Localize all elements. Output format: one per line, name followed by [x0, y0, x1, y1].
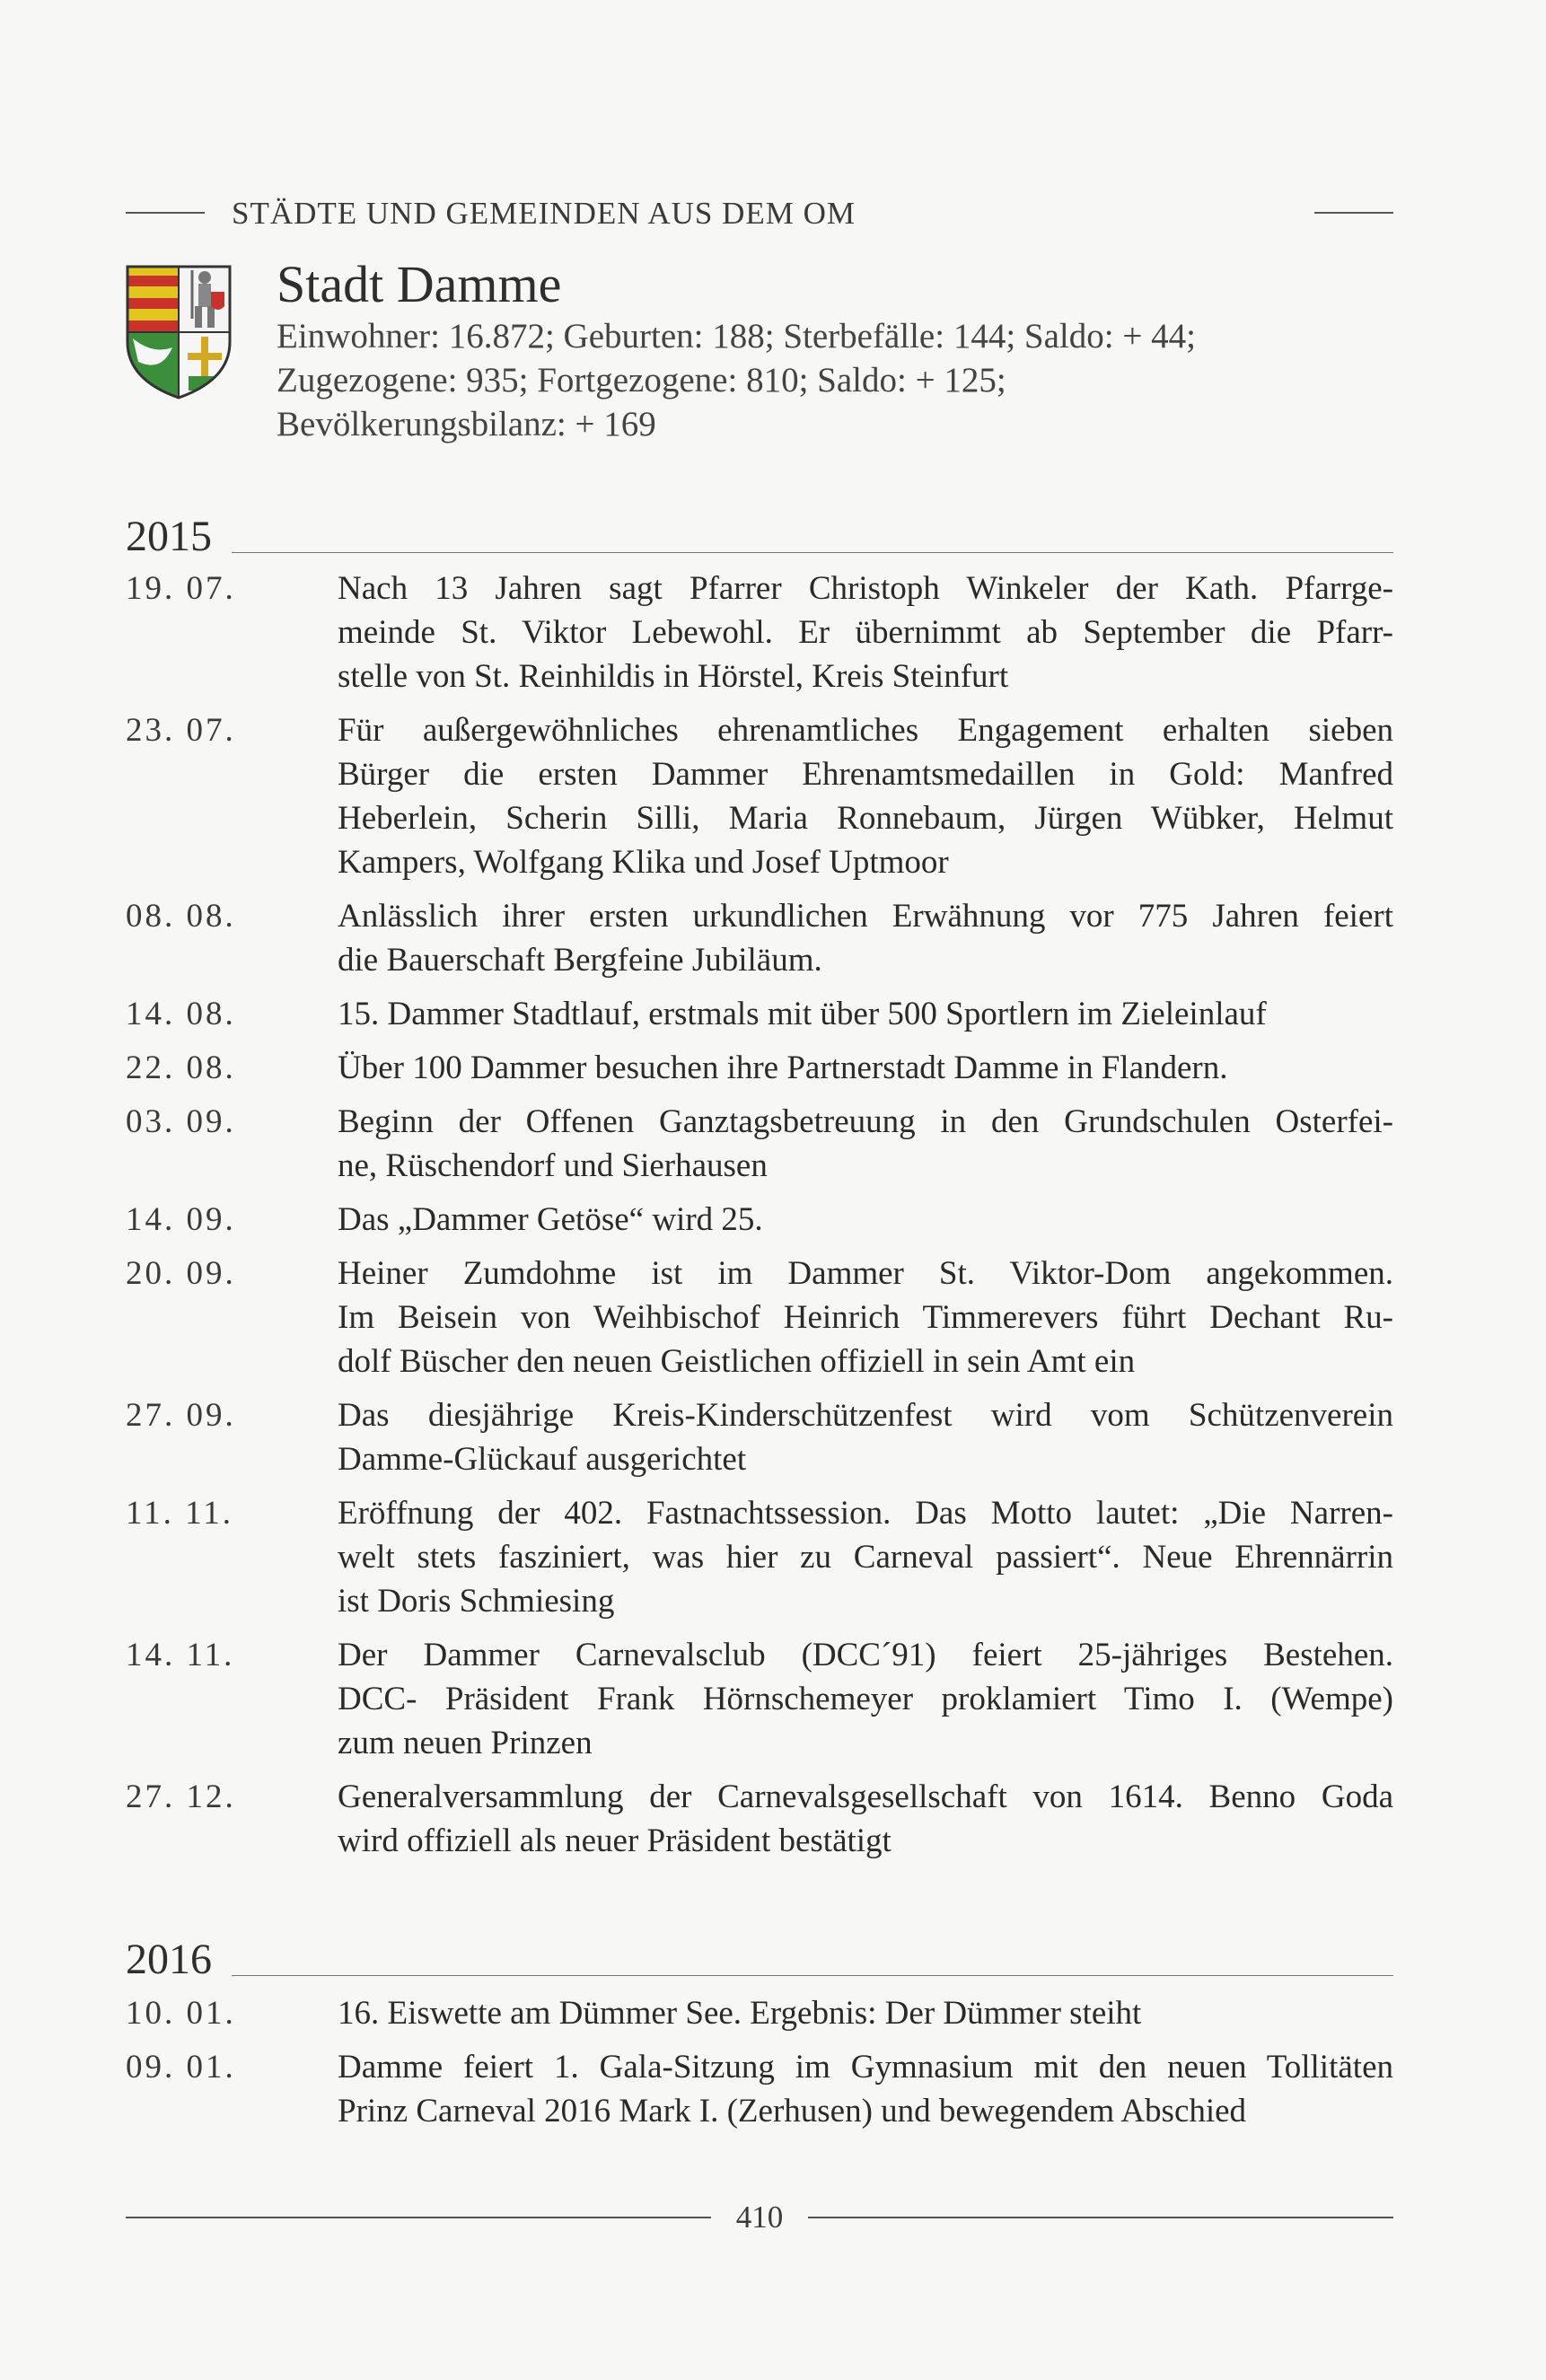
stats-line: Einwohner: 16.872; Geburten: 188; Sterbefälle: 144; Saldo: + 44;	[277, 317, 1196, 356]
entry-line: die Bauerschaft Bergfeine Jubiläum.	[338, 942, 822, 979]
chronicle-entry	[126, 708, 1393, 884]
coat-of-arms-icon	[126, 265, 232, 400]
entry-date: 22. 08.	[126, 1049, 236, 1086]
entry-line: Das diesjährige Kreis-Kinderschützenfest wird vom Schützenverein	[338, 1397, 1393, 1434]
entry-line: ne, Rüschendorf und Sierhausen	[338, 1147, 768, 1184]
entry-text	[338, 2045, 1393, 2133]
entries-2015	[126, 566, 1393, 1873]
entry-line: Über 100 Dammer besuchen ihre Partnerstadt Damme in Flandern.	[338, 1049, 1228, 1086]
entry-line: Damme-Glückauf ausgerichtet	[338, 1441, 747, 1478]
year-heading	[126, 512, 1393, 562]
header-rule-left	[126, 212, 205, 214]
entry-line: wird offiziell als neuer Präsident bestätigt	[338, 1822, 892, 1859]
year-label: 2016	[126, 1936, 212, 1983]
entry-text	[338, 1991, 1393, 2035]
chronicle-entry	[126, 1775, 1393, 1863]
entry-date: 14. 11.	[126, 1637, 235, 1673]
entry-text	[338, 1251, 1393, 1383]
header-rule-right	[1314, 212, 1393, 214]
entries-2016	[126, 1991, 1393, 2143]
entry-line: Das „Dammer Getöse“ wird 25.	[338, 1201, 763, 1238]
entry-line: 15. Dammer Stadtlauf, erstmals mit über 500 Sportlern im Zieleinlauf	[338, 996, 1267, 1032]
chronicle-entry	[126, 1198, 1393, 1242]
entry-date: 08. 08.	[126, 898, 236, 935]
stats-line: Zugezogene: 935; Fortgezogene: 810; Saldo: + 125;	[277, 361, 1006, 400]
running-header	[126, 190, 1393, 235]
entry-line: meinde St. Viktor Lebewohl. Er übernimmt ab September die Pfarr-	[338, 614, 1393, 651]
entry-line: welt stets fasziniert, was hier zu Carneval passiert“. Neue Ehrennärrin	[338, 1539, 1393, 1576]
entry-line: Nach 13 Jahren sagt Pfarrer Christoph Winkeler der Kath. Pfarrge-	[338, 570, 1393, 607]
entry-date: 14. 09.	[126, 1201, 236, 1238]
entry-text	[338, 894, 1393, 982]
chronicle-entry	[126, 1100, 1393, 1188]
entry-date: 09. 01.	[126, 2049, 236, 2086]
footer-rule-left	[126, 2217, 711, 2218]
entry-line: Heiner Zumdohme ist im Dammer St. Viktor-Dom angekommen.	[338, 1255, 1393, 1292]
entry-date: 11. 11.	[126, 1495, 234, 1532]
stats-line: Bevölkerungsbilanz: + 169	[277, 405, 656, 444]
entry-line: 16. Eiswette am Dümmer See. Ergebnis: Der Dümmer steiht	[338, 1995, 1142, 2032]
chronicle-entry	[126, 992, 1393, 1036]
entry-line: Bürger die ersten Dammer Ehrenamtsmedaillen in Gold: Manfred	[338, 756, 1393, 793]
chronicle-entry	[126, 1991, 1393, 2035]
entry-text	[338, 1491, 1393, 1623]
year-label: 2015	[126, 513, 212, 560]
entry-text	[338, 1198, 1393, 1242]
entry-text	[338, 566, 1393, 698]
entry-date: 03. 09.	[126, 1103, 236, 1140]
entry-text	[338, 1100, 1393, 1188]
chronicle-entry	[126, 1491, 1393, 1623]
running-header-text: STÄDTE UND GEMEINDEN AUS DEM OM	[232, 195, 856, 231]
entry-text	[338, 1633, 1393, 1765]
entry-date: 27. 09.	[126, 1397, 236, 1434]
year-rule	[232, 1975, 1393, 1976]
entry-date: 20. 09.	[126, 1255, 236, 1292]
page-footer	[126, 2195, 1393, 2240]
year-rule	[232, 552, 1393, 553]
entry-line: Generalversammlung der Carnevalsgesellschaft von 1614. Benno Goda	[338, 1778, 1393, 1815]
entry-date: 27. 12.	[126, 1778, 236, 1815]
entry-text	[338, 1775, 1393, 1863]
entry-line: Kampers, Wolfgang Klika und Josef Uptmoor	[338, 844, 949, 881]
chronicle-entry	[126, 1046, 1393, 1090]
chronicle-entry	[126, 1393, 1393, 1481]
entry-line: Heberlein, Scherin Silli, Maria Ronnebaum, Jürgen Wübker, Helmut	[338, 800, 1393, 837]
entry-line: Für außergewöhnliches ehrenamtliches Engagement erhalten sieben	[338, 712, 1393, 749]
entry-line: Prinz Carneval 2016 Mark I. (Zerhusen) und bewegendem Abschied	[338, 2093, 1247, 2130]
chronicle-entry	[126, 566, 1393, 698]
chronicle-entry	[126, 1251, 1393, 1383]
entry-date: 10. 01.	[126, 1995, 236, 2032]
entry-date: 23. 07.	[126, 712, 236, 749]
page-number: 410	[735, 2200, 784, 2235]
entry-date: 19. 07.	[126, 570, 236, 607]
footer-rule-right	[808, 2217, 1393, 2218]
chronicle-entry	[126, 1633, 1393, 1765]
entry-line: Eröffnung der 402. Fastnachtssession. Das Motto lautet: „Die Narren-	[338, 1495, 1393, 1532]
entry-text	[338, 992, 1393, 1036]
chronicle-entry	[126, 894, 1393, 982]
chronicle-entry	[126, 2045, 1393, 2133]
entry-line: Damme feiert 1. Gala-Sitzung im Gymnasium mit den neuen Tollitäten	[338, 2049, 1393, 2086]
entry-line: Anlässlich ihrer ersten urkundlichen Erwähnung vor 775 Jahren feiert	[338, 898, 1393, 935]
entry-line: DCC- Präsident Frank Hörnschemeyer proklamiert Timo I. (Wempe)	[338, 1681, 1393, 1717]
entry-line: Beginn der Offenen Ganztagsbetreuung in den Grundschulen Osterfei-	[338, 1103, 1393, 1140]
entry-text	[338, 708, 1393, 884]
entry-line: zum neuen Prinzen	[338, 1725, 593, 1761]
town-name: Stadt Damme	[277, 255, 562, 313]
year-heading	[126, 1935, 1393, 1985]
entry-text	[338, 1393, 1393, 1481]
entry-text	[338, 1046, 1393, 1090]
entry-line: stelle von St. Reinhildis in Hörstel, Kreis Steinfurt	[338, 658, 1009, 695]
entry-line: Im Beisein von Weihbischof Heinrich Timmerevers führt Dechant Ru-	[338, 1299, 1393, 1336]
entry-date: 14. 08.	[126, 996, 236, 1032]
entry-line: ist Doris Schmiesing	[338, 1583, 615, 1620]
entry-line: dolf Büscher den neuen Geistlichen offiziell in sein Amt ein	[338, 1343, 1136, 1380]
entry-line: Der Dammer Carnevalsclub (DCC´91) feiert 25-jähriges Bestehen.	[338, 1637, 1393, 1673]
town-statistics	[277, 314, 1399, 446]
